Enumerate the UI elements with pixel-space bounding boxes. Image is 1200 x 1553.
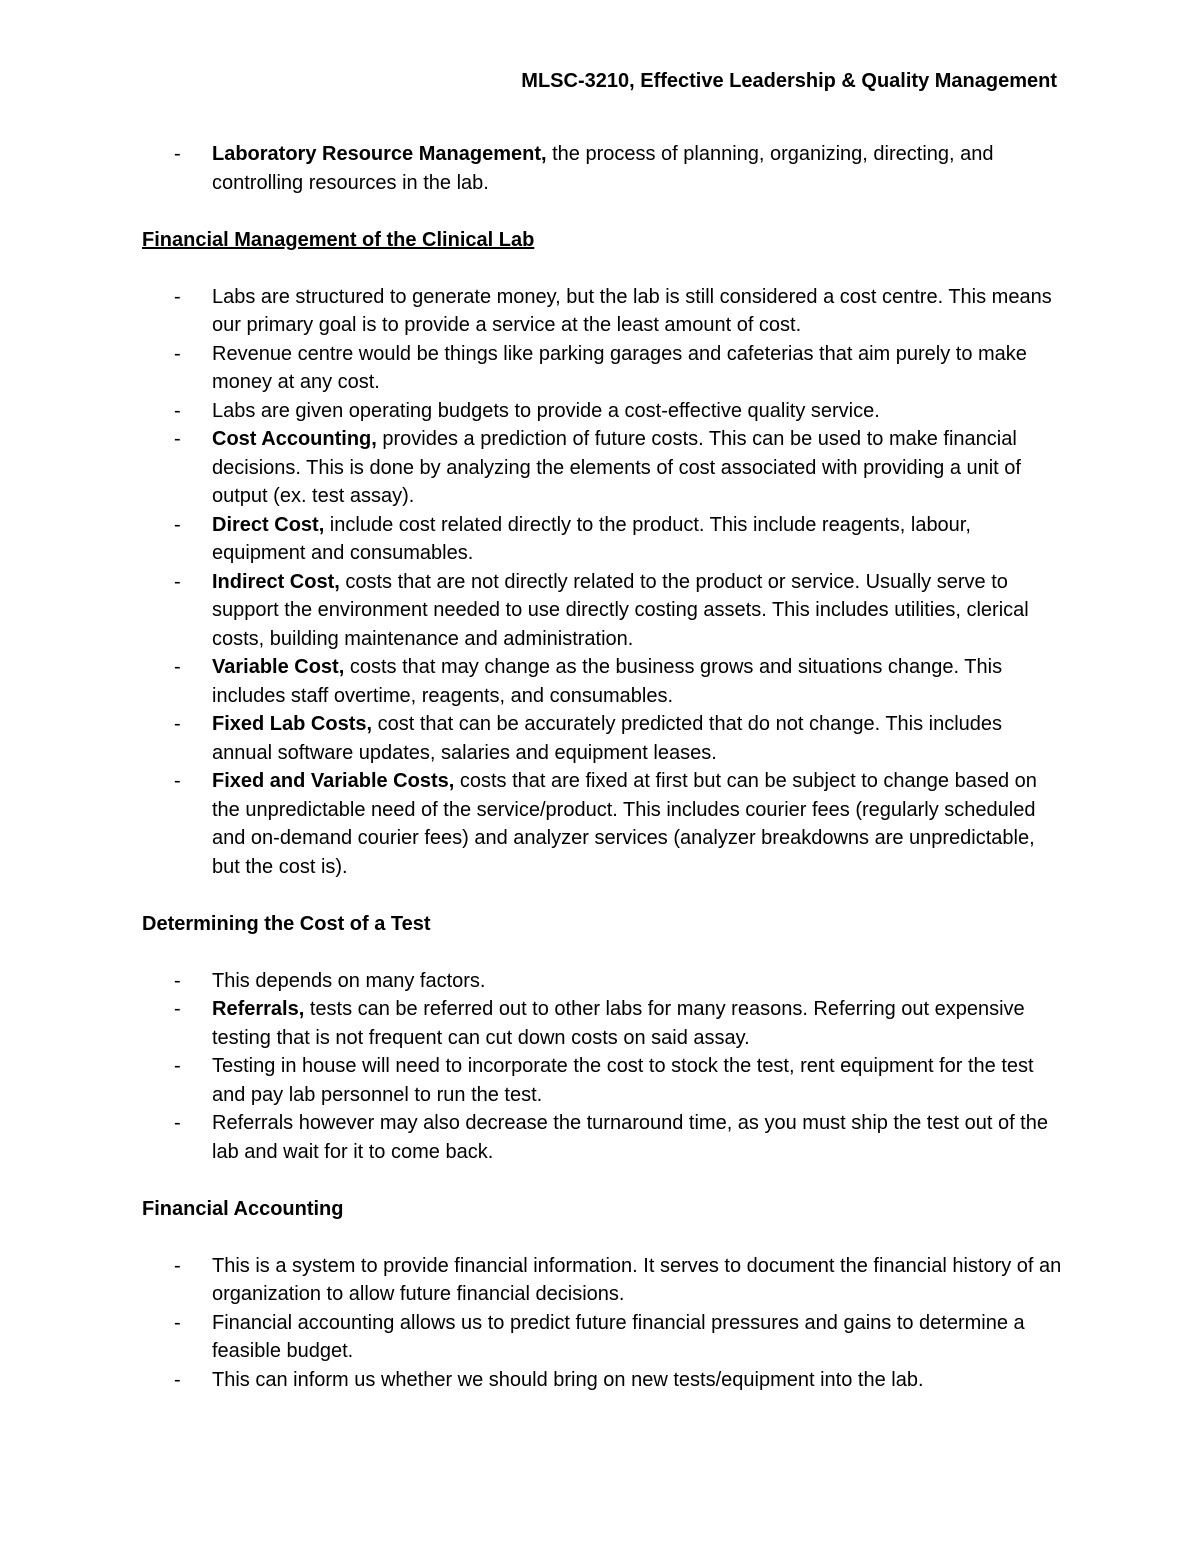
- financial-management-list: [142, 283, 1062, 882]
- list-item: [142, 967, 1062, 996]
- item-text: Revenue centre would be things like parking garages and cafeterias that aim purely to make money at any cost.: [212, 342, 1027, 393]
- list-marker: -: [174, 285, 181, 308]
- list-marker: -: [174, 998, 181, 1020]
- section-heading-cost-of-test: Determining the Cost of a Test: [142, 912, 431, 935]
- list-marker: -: [174, 143, 181, 165]
- list-marker: -: [174, 1311, 181, 1334]
- list-item: [142, 1052, 1062, 1109]
- term-label: Referrals,: [212, 998, 305, 1020]
- term-description: costs that may change as the business grows and situations change. This includes staff overtime, reagents, and consumables.: [212, 656, 1003, 707]
- list-marker: -: [174, 969, 181, 992]
- section-heading-financial-accounting: Financial Accounting: [142, 1197, 344, 1220]
- list-item: [142, 710, 1062, 767]
- term-label: Indirect Cost,: [212, 570, 340, 593]
- list-marker: -: [174, 1368, 181, 1391]
- list-item: [142, 568, 1062, 654]
- term-label: Fixed and Variable Costs,: [212, 770, 455, 792]
- term-label: Cost Accounting,: [212, 428, 377, 450]
- item-text: This is a system to provide financial information. It serves to document the financial history of an organization to allow future financial decisions.: [212, 1254, 1062, 1305]
- list-item: [142, 283, 1062, 340]
- item-text: This depends on many factors.: [212, 969, 486, 992]
- page-header: MLSC-3210, Effective Leadership & Quality Management: [521, 70, 1057, 92]
- financial-accounting-list: [142, 1252, 1062, 1395]
- list-marker: -: [174, 1112, 181, 1134]
- term-label: Direct Cost,: [212, 513, 325, 536]
- section-heading-financial-management: Financial Management of the Clinical Lab: [142, 228, 535, 251]
- item-text: Referrals however may also decrease the turnaround time, as you must ship the test out of the lab and wait for it to come back.: [212, 1112, 1048, 1163]
- list-marker: -: [174, 1055, 181, 1077]
- document-body: [142, 140, 1062, 1394]
- list-marker: -: [174, 513, 181, 536]
- list-item: [142, 340, 1062, 397]
- term-description: the process of planning, organizing, directing, and controlling resources in the lab.: [212, 143, 994, 194]
- list-marker: -: [174, 399, 181, 422]
- list-item: [142, 425, 1062, 511]
- intro-list: [142, 140, 1062, 197]
- list-marker: -: [174, 770, 181, 792]
- list-item: [142, 1366, 1062, 1395]
- item-text: Labs are given operating budgets to provide a cost-effective quality service.: [212, 399, 880, 422]
- term-label: Fixed Lab Costs,: [212, 713, 373, 735]
- list-marker: -: [174, 428, 181, 450]
- list-item: [142, 767, 1062, 881]
- term-description: include cost related directly to the product. This include reagents, labour, equipment and consumables.: [212, 513, 971, 564]
- list-item: [142, 511, 1062, 568]
- term-description: costs that are not directly related to the product or service. Usually serve to support the environment needed to use directly costing assets. This includes utilities, clerical costs, building maintenance and administration.: [212, 570, 1029, 650]
- list-item: [142, 1109, 1062, 1166]
- list-marker: -: [174, 713, 181, 735]
- item-text: Financial accounting allows us to predict future financial pressures and gains to determine a feasible budget.: [212, 1311, 1025, 1362]
- list-item: [142, 140, 1062, 197]
- term-description: provides a prediction of future costs. This can be used to make financial decisions. This is done by analyzing the elements of cost associated with providing a unit of output (ex. test assay).: [212, 428, 1021, 507]
- term-label: Variable Cost,: [212, 656, 345, 678]
- list-marker: -: [174, 656, 181, 678]
- item-text: This can inform us whether we should bring on new tests/equipment into the lab.: [212, 1368, 924, 1391]
- item-text: Labs are structured to generate money, but the lab is still considered a cost centre. This means our primary goal is to provide a service at the least amount of cost.: [212, 285, 1052, 336]
- list-marker: -: [174, 1254, 181, 1277]
- term-description: cost that can be accurately predicted that do not change. This includes annual software updates, salaries and equipment leases.: [212, 713, 1003, 764]
- term-description: tests can be referred out to other labs for many reasons. Referring out expensive testing that is not frequent can cut down costs on said assay.: [212, 998, 1025, 1049]
- item-text: Testing in house will need to incorporate the cost to stock the test, rent equipment for the test and pay lab personnel to run the test.: [212, 1055, 1034, 1106]
- list-item: [142, 1252, 1062, 1309]
- list-item: [142, 995, 1062, 1052]
- list-item: [142, 397, 1062, 426]
- cost-of-test-list: [142, 967, 1062, 1167]
- list-item: [142, 1309, 1062, 1366]
- list-marker: -: [174, 570, 181, 593]
- list-marker: -: [174, 342, 181, 365]
- term-description: costs that are fixed at first but can be subject to change based on the unpredictable need of the service/product. This includes courier fees (regularly scheduled and on-demand courier fees) and analyzer services (analyzer breakdowns are unpredictable, but the cost is).: [212, 770, 1037, 878]
- term-label: Laboratory Resource Management,: [212, 143, 547, 165]
- list-item: [142, 653, 1062, 710]
